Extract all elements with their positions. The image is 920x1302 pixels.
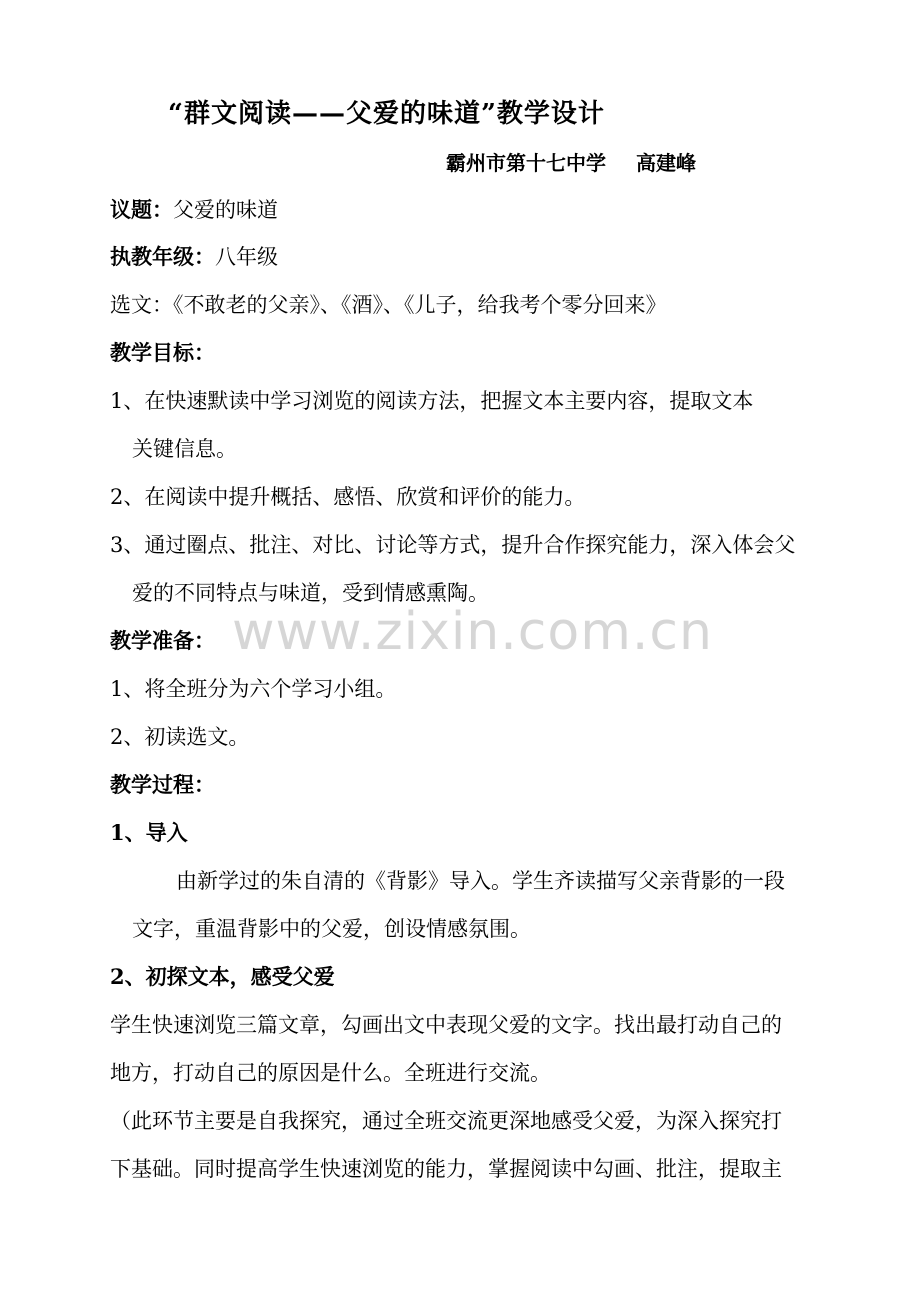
topic-label: 议题： [110, 197, 173, 222]
topic-value: 父爱的味道 [173, 198, 278, 222]
prep-item-2: 2、初读选文。 [110, 725, 250, 749]
school-name: 霸州市第十七中学 [446, 151, 606, 175]
step-2-para-2-line-2: 下基础。同时提高学生快速浏览的能力，掌握阅读中勾画、批注，提取主 [110, 1157, 782, 1181]
goal-3-line-1: 3、通过圈点、批注、对比、讨论等方式，提升合作探究能力，深入体会父 [110, 533, 796, 557]
goal-3-line-2: 爱的不同特点与味道，受到情感熏陶。 [132, 581, 489, 605]
step-2-para-2-line-1: （此环节主要是自我探究，通过全班交流更深地感受父爱，为深入探究打 [110, 1109, 782, 1133]
goal-1-line-2: 关键信息。 [132, 437, 237, 461]
step-1-heading: 1、导入 [110, 820, 188, 845]
grade-label: 执教年级： [110, 244, 215, 269]
grade-line [110, 242, 278, 272]
grade-value: 八年级 [215, 245, 278, 269]
author-name: 高建峰 [636, 151, 696, 175]
watermark: www.zixin.com.cn [232, 602, 713, 662]
prep-item-1: 1、将全班分为六个学习小组。 [110, 677, 397, 701]
step-2-para-1-line-2: 地方，打动自己的原因是什么。全班进行交流。 [110, 1061, 551, 1085]
prep-heading: 教学准备： [110, 628, 215, 653]
goal-2-line-1: 2、在阅读中提升概括、感悟、欣赏和评价的能力。 [110, 485, 586, 509]
selection-line: 选文：《不敢老的父亲》、《酒》、《儿子，给我考个零分回来》 [110, 293, 667, 317]
step-2-para-1-line-1: 学生快速浏览三篇文章，勾画出文中表现父爱的文字。找出最打动自己的 [110, 1013, 782, 1037]
topic-line [110, 195, 278, 225]
author-line [446, 147, 696, 176]
goal-1-line-1: 1、在快速默读中学习浏览的阅读方法，把握文本主要内容，提取文本 [110, 389, 754, 413]
step-1-line-1: 由新学过的朱自清的《背影》导入。学生齐读描写父亲背影的一段 [176, 869, 785, 893]
step-2-heading: 2、初探文本，感受父爱 [110, 964, 335, 989]
process-heading: 教学过程： [110, 772, 215, 797]
goals-heading: 教学目标： [110, 340, 215, 365]
document-title: “群文阅读——父爱的味道”教学设计 [168, 99, 605, 129]
step-1-line-2: 文字，重温背影中的父爱，创设情感氛围。 [132, 917, 531, 941]
